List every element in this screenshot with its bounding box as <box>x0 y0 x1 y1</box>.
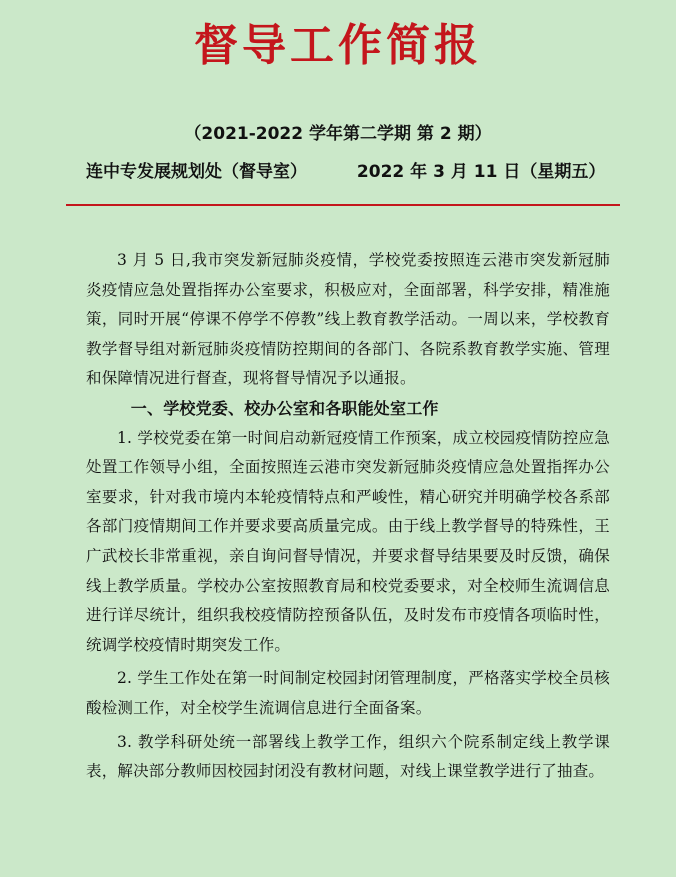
item-paragraph-3: 3. 教学科研处统一部署线上教学工作，组织六个院系制定线上教学课表，解决部分教师因校园封闭没有教材问题，对线上课堂教学进行了抽查。 <box>86 732 610 781</box>
intro-paragraph: 3 月 5 日,我市突发新冠肺炎疫情，学校党委按照连云港市突发新冠肺炎疫情应急处置指挥办公室要求，积极应对，全面部署，科学安排，精准施策，同时开展“停课不停学不停教”线上教育教学活动。一周以来，学校教育教学督导组对新冠肺炎疫情防控期间的各部门、各院系教育教学实施、管理和保障情况进行督查，现将督导情况予以通报。 <box>86 251 610 388</box>
item-paragraph-1: 1. 学校党委在第一时间启动新冠疫情工作预案，成立校园疫情防控应急处置工作领导小组，全面按照连云港市突发新冠肺炎疫情应急处置指挥办公室要求，针对我市境内本轮疫情特点和严峻性，精心研究并明确学校各系部各部门疫情期间工作并要求要高质量完成。由于线上教学督导的特殊性，王广武校长非常重视，亲自询问督导情况，并要求督导结果要及时反馈，确保线上教学质量。学校办公室按照教育局和校党委要求，对全校师生流调信息进行详尽统计，组织我校疫情防控预备队伍，及时发布市疫情各项临时性，统调学校疫情时期突发工作。 <box>86 428 610 654</box>
red-divider <box>66 204 620 206</box>
issue-number: （2021-2022 学年第二学期 第 2 期） <box>184 124 492 144</box>
report-title: 督导工作简报 <box>194 20 482 71</box>
department-name: 连中专发展规划处（督导室） <box>86 162 307 182</box>
report-meta <box>86 160 626 184</box>
report-date: 2022 年 3 月 11 日（星期五） <box>356 162 606 182</box>
section-heading: 一、学校党委、校办公室和各职能处室工作 <box>130 398 439 418</box>
item-paragraph-2: 2. 学生工作处在第一时间制定校园封闭管理制度，严格落实学校全员核酸检测工作，对全校学生流调信息进行全面备案。 <box>86 669 610 717</box>
report-body <box>86 246 610 787</box>
